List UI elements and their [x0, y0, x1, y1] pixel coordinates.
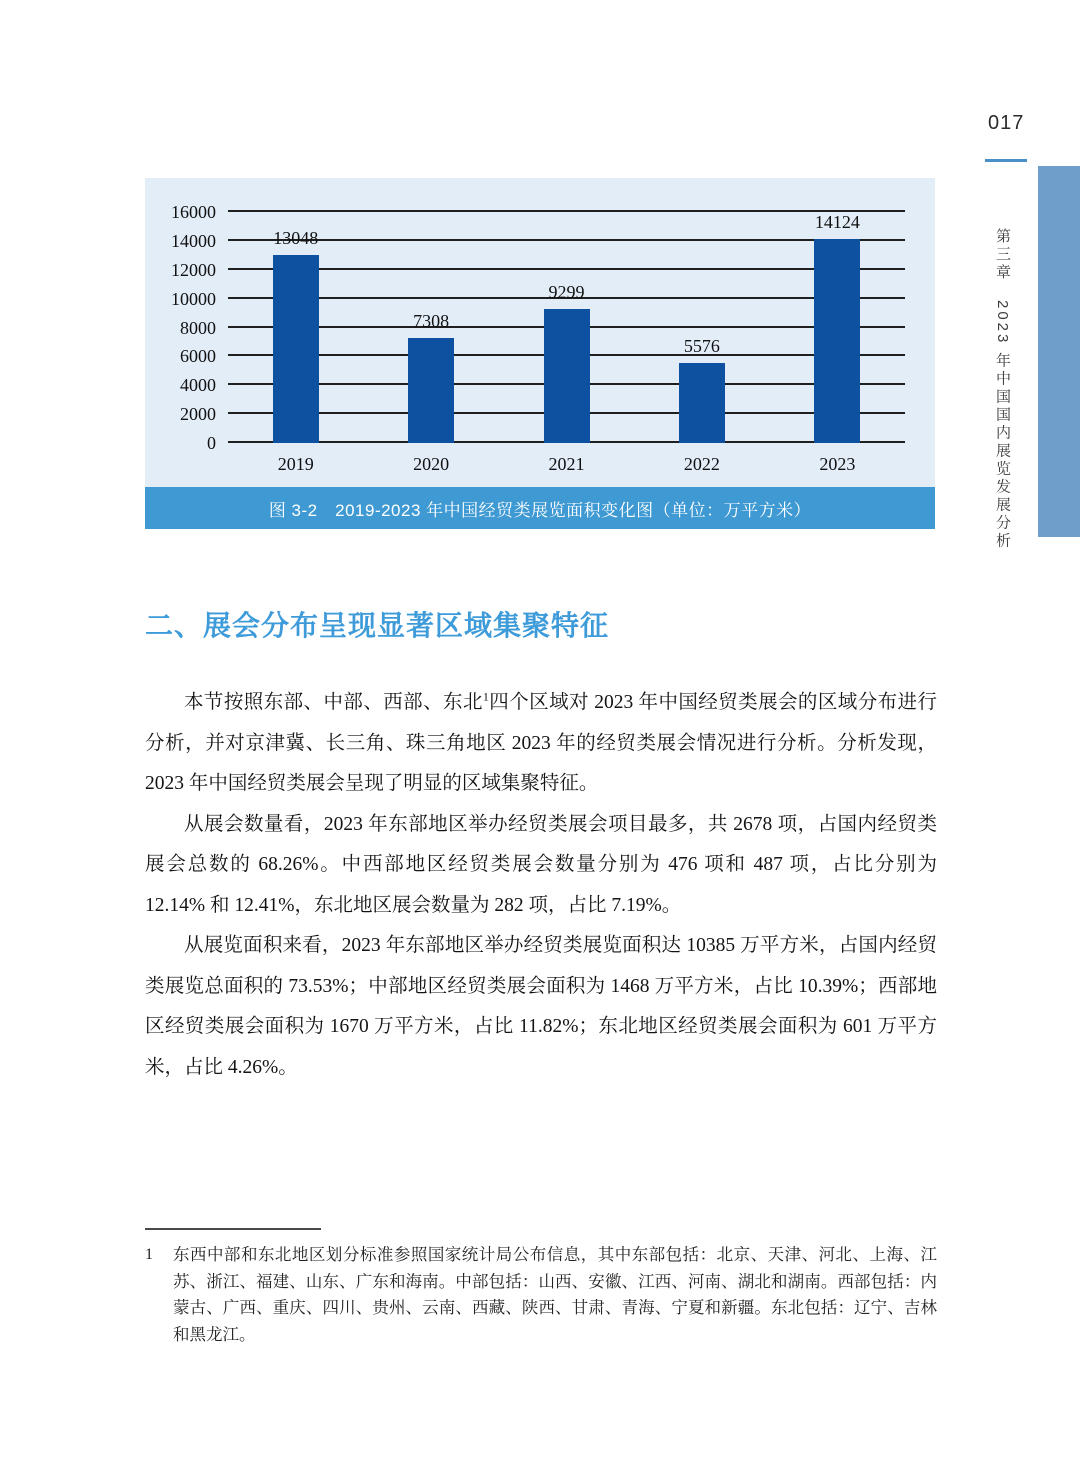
bar-2023 — [814, 239, 860, 443]
bar-value-label: 5576 — [683, 335, 720, 356]
y-axis-tick: 16000 — [171, 202, 216, 222]
bar-slot — [634, 212, 769, 474]
x-axis-tick: 2020 — [413, 454, 450, 474]
y-axis-tick: 0 — [207, 433, 216, 453]
y-axis-tick: 8000 — [180, 317, 216, 338]
footnote-separator — [145, 1228, 321, 1230]
y-axis-tick: 12000 — [171, 259, 216, 280]
paragraph-1 — [145, 683, 937, 805]
y-axis-tick: 4000 — [180, 375, 216, 396]
footnote-reference: 1 — [482, 689, 489, 704]
bar-value-label: 14124 — [814, 212, 860, 233]
bar-2019 — [273, 255, 319, 443]
bar-slots — [228, 212, 905, 474]
body-section — [145, 608, 937, 1088]
chart-caption: 图 3-2 2019-2023 年中国经贸类展览面积变化图（单位：万平方米） — [145, 487, 935, 529]
paragraph-3: 从展览面积来看，2023 年东部地区举办经贸类展览面积达 10385 万平方米，占国内经贸类展览总面积的 73.53%；中部地区经贸类展会面积为 1468 万平方米，占比 10.39%；西部地区经贸类展会面积为 1670 万平方米，占比 11.82%；东北地区经贸类展会面积为 601 万平方米，占比 4.26%。 — [145, 935, 937, 1078]
y-axis-tick: 14000 — [171, 230, 216, 251]
y-axis-tick: 2000 — [180, 404, 216, 425]
paragraph-1-continuation: 四个区域对 2023 年中国经贸类展会的区域分布进行分析，并对京津冀、长三角、珠三角地区 2023 年的经贸类展会情况进行分析。分析发现，2023 年中国经贸类展会呈现了明显的区域集聚特征。 — [145, 692, 937, 794]
x-axis-tick: 2023 — [819, 454, 856, 474]
bar-value-label: 13048 — [273, 227, 319, 248]
bar-2021 — [544, 309, 590, 443]
chart-plot — [171, 202, 905, 474]
x-axis-tick: 2019 — [277, 454, 314, 474]
chart-figure — [145, 178, 935, 529]
page-number-underline — [985, 159, 1027, 162]
paragraph-1-text: 本节按照东部、中部、西部、东北 — [184, 692, 483, 713]
bar-slot — [228, 212, 363, 474]
bar-slot — [363, 212, 498, 474]
bar-slot — [770, 212, 905, 474]
section-heading: 二、展会分布呈现显著区域集聚特征 — [145, 610, 610, 641]
bar-slot — [499, 212, 634, 474]
page-number: 017 — [988, 112, 1025, 134]
bar-value-label: 7308 — [413, 310, 450, 331]
chapter-sidebar-bar — [1038, 166, 1080, 537]
x-axis-tick: 2022 — [683, 454, 720, 474]
chapter-vertical-title: 第三章 2023 年中国国内展览发展分析 — [994, 228, 1011, 551]
footnote-body — [145, 1242, 937, 1348]
paragraph-2: 从展会数量看，2023 年东部地区举办经贸类展会项目最多，共 2678 项，占国内经贸类展会总数的 68.26%。中西部地区经贸类展会数量分别为 476 项和 487 项，占比分别为 12.14% 和 12.41%，东北地区展会数量为 282 项，占比 7.19%。 — [145, 813, 937, 916]
y-axis-tick: 6000 — [180, 346, 216, 367]
footnote — [145, 1228, 937, 1348]
footnote-marker: 1 — [145, 1246, 153, 1263]
x-axis-tick: 2021 — [548, 454, 585, 474]
bar-2020 — [408, 338, 454, 444]
bar-2022 — [679, 363, 725, 444]
bar-value-label: 9299 — [548, 281, 585, 302]
footnote-text: 东西中部和东北地区划分标准参照国家统计局公布信息，其中东部包括：北京、天津、河北、上海、江苏、浙江、福建、山东、广东和海南。中部包括：山西、安徽、江西、河南、湖北和湖南。西部包括：内蒙古、广西、重庆、四川、贵州、云南、西藏、陕西、甘肃、青海、宁夏和新疆。东北包括：辽宁、吉林和黑龙江。 — [173, 1245, 937, 1344]
chart-panel — [145, 178, 935, 487]
y-axis-tick: 10000 — [171, 288, 216, 309]
